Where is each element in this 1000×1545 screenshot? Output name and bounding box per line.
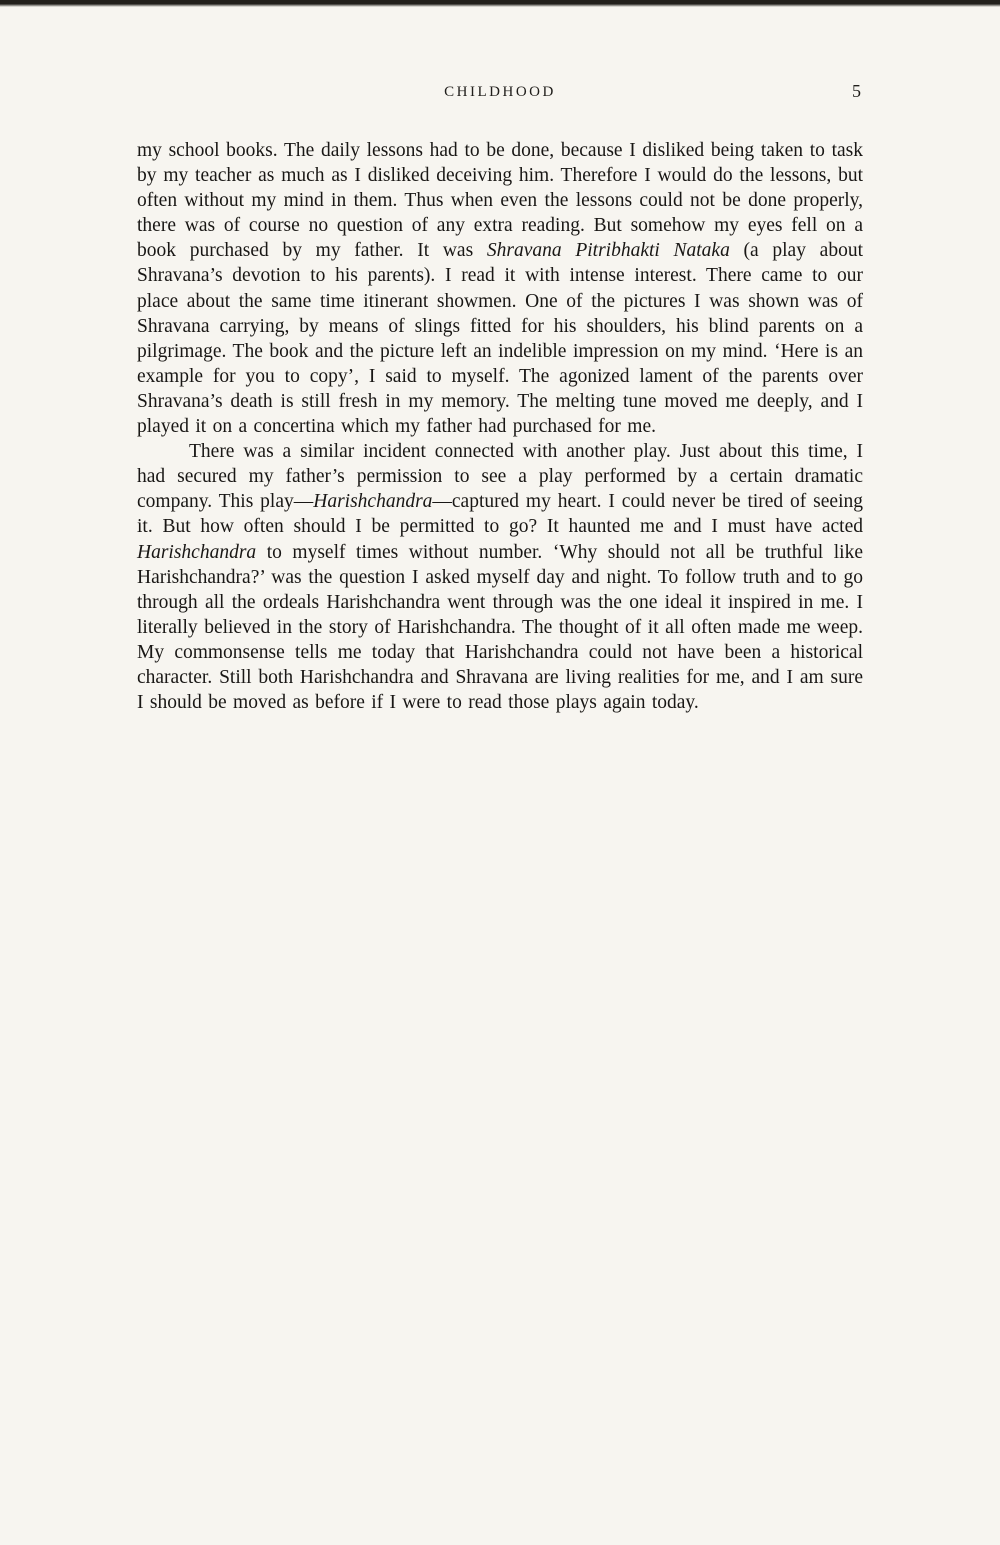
italic-book-title: Harishchandra (313, 491, 433, 513)
page-header (137, 81, 863, 108)
scan-edge-artifact (0, 0, 1000, 7)
text-run: my school books. The daily lessons had to be done, because I disliked being taken to task by my teacher as much as I disliked deceiving him. Therefore I would do the lessons, but often without my mind in them. Thus when even the lessons could not be done properly, there was of course no question of any extra reading. But somehow my eyes fell on a book purchased by my father. It was (137, 140, 863, 262)
running-title: CHILDHOOD (444, 84, 556, 100)
text-run: (a play about Shravana’s devotion to his parents). I read it with intense interest. There came to our place about the same time itinerant showmen. One of the pictures I was shown was of Shravana carrying, by means of slings fitted for his shoulders, his blind parents on a pilgrimage. The book and the picture left an indelible impression on my mind. ‘Here is an example for you to copy’, I said to myself. The agonized lament of the parents over Shravana’s death is still fresh in my memory. The melting tune moved me deeply, and I played it on a concertina which my father had purchased for me. (137, 240, 863, 438)
paragraph (137, 439, 863, 715)
page-body (137, 138, 863, 715)
page-content (137, 81, 863, 715)
italic-book-title: Shravana Pitribhakti Nataka (486, 240, 730, 262)
page-number: 5 (852, 81, 861, 101)
text-run: There was a similar incident connected with another play. Just about this time, I had secured my father’s permission to see a play performed by a certain dramatic company. This play— (137, 441, 863, 513)
paragraph (137, 138, 863, 439)
text-run: to myself times without number. ‘Why should not all be truthful like Harishchandra?’ was the question I asked myself day and night. To follow truth and to go through all the ordeals Harishchandra went through was the one ideal it inspired in me. I literally believed in the story of Harishchandra. The thought of it all often made me weep. My commonsense tells me today that Harishchandra could not have been a historical character. Still both Harishchandra and Shravana are living realities for me, and I am sure I should be moved as before if I were to read those plays again today. (137, 541, 863, 714)
italic-book-title: Harishchandra (137, 541, 257, 563)
text-run: —captured my heart. I could never be tired of seeing it. But how often should I be permitted to go? It haunted me and I must have acted (137, 491, 863, 538)
